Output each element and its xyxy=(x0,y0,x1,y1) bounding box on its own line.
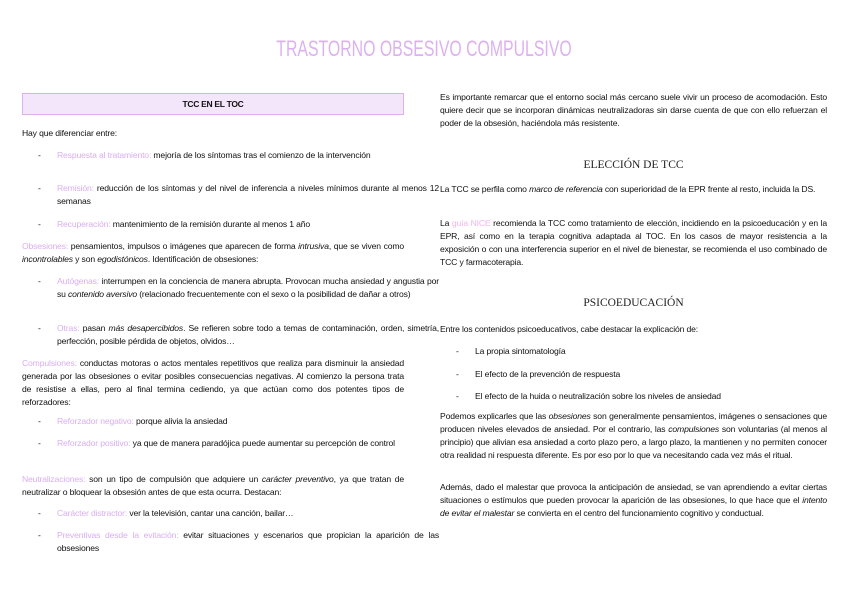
paragraph xyxy=(440,91,827,130)
body-text: son generalmente pensamientos, imágenes o sensaciones que producen niveles elevados de ansiedad. Por el contrario, las xyxy=(440,411,828,434)
body-text: La propia sintomatología xyxy=(475,346,566,356)
body-text: son voluntarias (al menos al principio) que alivian esa ansiedad a corto plazo pero, a largo plazo, la mantienen y no permiten conocer otra realidad ni respuesta diferente. Es por eso por lo que va necesitando cada vez más el ritual. xyxy=(440,424,827,460)
body-text: , que se viven como xyxy=(328,241,404,251)
section-heading: PSICOEDUCACIÓN xyxy=(583,297,684,309)
emphasis-text: egodistónicos xyxy=(97,254,148,264)
body-text: con superioridad de la EPR frente al resto, incluida la DS. xyxy=(602,184,816,194)
section-header-tcc-en-el-toc: TCC EN EL TOC xyxy=(22,93,404,115)
document-title: TRASTORNO OBSESIVO COMPULSIVO xyxy=(276,36,572,61)
paragraph xyxy=(22,240,404,266)
body-text: pensamientos, impulsos o imágenes que aparecen de forma xyxy=(68,241,299,251)
paragraph xyxy=(440,183,827,196)
paragraph xyxy=(440,481,827,520)
body-text: se convierta en el centro del funcionamiento cognitivo y conductual. xyxy=(514,508,764,518)
term-label: Preventivas desde la evitación: xyxy=(57,530,179,540)
list-item xyxy=(440,368,848,381)
body-text: , ya que tratan de neutralizar o bloquear la obsesión antes de que esta ocurra. Destacan: xyxy=(22,474,405,497)
list-item xyxy=(22,437,439,450)
body-text: El efecto de la prevención de respuesta xyxy=(475,369,621,379)
body-text: La TCC se perfila como xyxy=(440,184,530,194)
term-label: Reforzador positivo: xyxy=(57,438,131,448)
emphasis-text: incontrolables xyxy=(22,254,73,264)
emphasis-text: intrusiva xyxy=(298,241,329,251)
body-text: interrumpen en la conciencia de manera abrupta. Provocan mucha ansiedad y angustia por su xyxy=(57,276,439,299)
list-item xyxy=(22,529,439,555)
section-heading: ELECCIÓN DE TCC xyxy=(583,159,684,171)
emphasis-text: más desapercibidos xyxy=(108,323,184,333)
paragraph xyxy=(440,323,827,336)
term-label: Respuesta al tratamiento: xyxy=(57,150,152,160)
paragraph xyxy=(22,127,404,140)
body-text: ya que de manera paradójica puede aumentar su percepción de control xyxy=(130,438,395,448)
list-item xyxy=(440,390,848,403)
body-text: (relacionado frecuentemente con el sexo o la posibilidad de dañar a otros) xyxy=(136,289,411,299)
body-text: . Se refieren sobre todo a temas de contaminación, orden, simetría, perfección, posible pérdida de objetos, olvidos… xyxy=(57,323,440,346)
body-text: mantenimiento de la remisión durante al menos 1 año xyxy=(110,219,310,229)
paragraph xyxy=(22,357,404,409)
term-label: Autógenas: xyxy=(57,276,99,286)
body-text: porque alivia la ansiedad xyxy=(133,416,228,426)
list-item xyxy=(22,149,439,162)
list-item xyxy=(22,507,439,520)
body-text: El efecto de la huida o neutralización sobre los niveles de ansiedad xyxy=(475,391,721,401)
emphasis-text: obsesiones xyxy=(548,411,591,421)
body-text: son un tipo de compulsión que adquiere un xyxy=(85,474,262,484)
term-label: Compulsiones: xyxy=(22,358,77,368)
body-text: Podemos explicarles que las xyxy=(440,411,549,421)
body-text: conductas motoras o actos mentales repetitivos que realiza para disminuir la ansiedad generada por las obsesiones o evitar posibles consecuencias negativas. Al comienzo la persona trata de resistise a ellas, pero al final termina cediendo, ya que actúan como dos potentes tipos de reforzadores: xyxy=(22,358,404,407)
paragraph xyxy=(440,410,827,462)
list-item xyxy=(22,415,439,428)
body-text: reducción de los síntomas y del nivel de inferencia a niveles mínimos durante al menos 12 semanas xyxy=(57,183,439,206)
emphasis-text: marco de referencia xyxy=(529,184,603,194)
body-text: Entre los contenidos psicoeducativos, cabe destacar la explicación de: xyxy=(440,324,698,334)
body-text: . Identificación de obsesiones: xyxy=(147,254,259,264)
emphasis-text: compulsiones xyxy=(668,424,720,434)
body-text: ver la televisión, cantar una canción, bailar… xyxy=(127,508,294,518)
term-label: Carácter distractor: xyxy=(57,508,128,518)
list-item xyxy=(22,322,439,348)
term-label: Otras: xyxy=(57,323,80,333)
emphasis-text: intento de evitar el malestar xyxy=(440,495,827,518)
body-text: La xyxy=(440,218,452,228)
paragraph xyxy=(440,217,827,269)
body-text: Hay que diferenciar entre: xyxy=(22,128,117,138)
body-text: mejoría de los síntomas tras el comienzo de la intervención xyxy=(151,150,371,160)
list-item xyxy=(440,345,848,358)
term-label: Remisión: xyxy=(57,183,94,193)
list-item xyxy=(22,182,439,208)
body-text: Es importante remarcar que el entorno social más cercano suele vivir un proceso de acomodación. Esto quiere decir que se incorporan dinámicas neutralizadoras sin darse cuenta de que con ello refuerzan el poder de la obsesión, haciéndola más resistente. xyxy=(440,92,827,128)
term-label: Reforzador negativo: xyxy=(57,416,134,426)
emphasis-text: contenido aversivo xyxy=(68,289,137,299)
term-label: Recuperación: xyxy=(57,219,111,229)
list-item xyxy=(22,218,439,231)
term-label: Neutralizaciones: xyxy=(22,474,86,484)
body-text: recomienda la TCC como tratamiento de elección, incidiendo en la psicoeducación y en la EPR, así como en la terapia cognitiva adaptada al TOC. En los casos de mayor resistencia a la exposición o con una interferencia superior en el nivel de bienestar, se recomienda el uso combinado de TCC y farmacoterapia. xyxy=(440,218,828,267)
list-item xyxy=(22,275,439,301)
body-text: evitar situaciones y escenarios que propician la aparición de las obsesiones xyxy=(57,530,439,553)
term-label: guía NICE xyxy=(451,218,491,228)
paragraph xyxy=(22,473,404,499)
term-label: Obsesiones: xyxy=(22,241,69,251)
body-text: pasan xyxy=(79,323,109,333)
emphasis-text: carácter preventivo xyxy=(261,474,334,484)
body-text: y son xyxy=(72,254,98,264)
body-text: Además, dado el malestar que provoca la anticipación de ansiedad, se van aprendiendo a evitar ciertas situaciones o estímulos que pueden provocar la aparición de las obsesiones, lo que hace que el xyxy=(440,482,827,505)
